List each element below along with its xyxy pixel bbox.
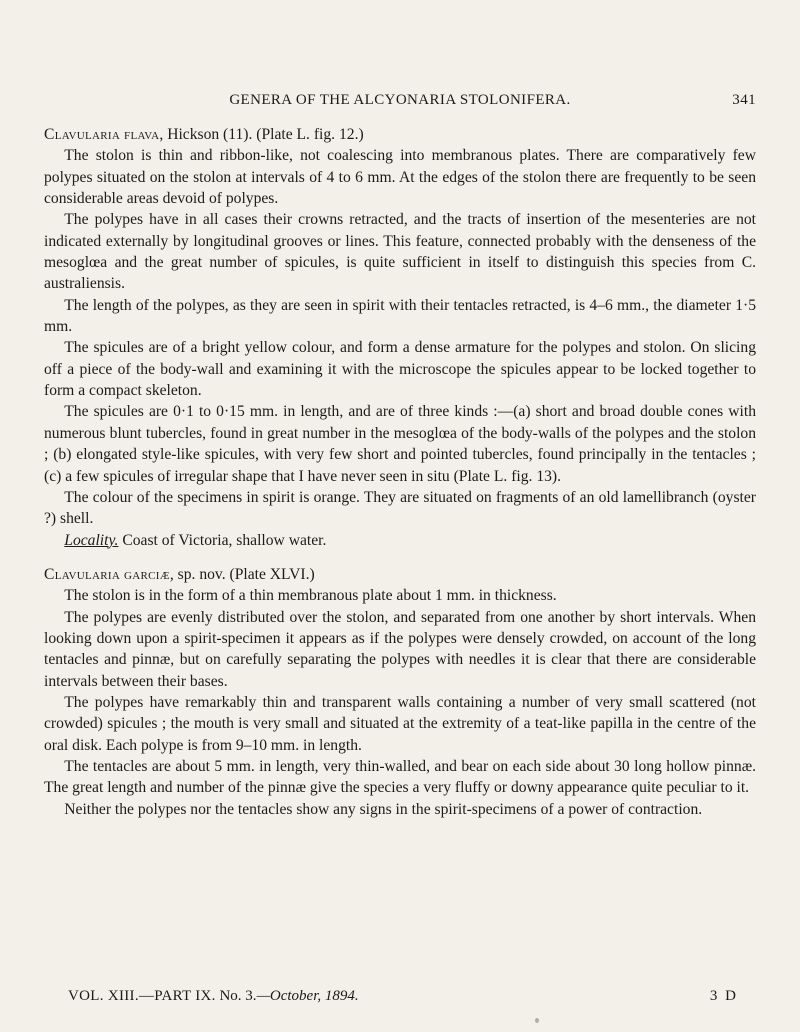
page-body [44, 124, 756, 820]
section-gap [44, 551, 756, 564]
page-footer [44, 988, 756, 1008]
species-authority: , sp. nov. [169, 565, 226, 583]
plate-reference: (Plate L. fig. 12.) [256, 126, 364, 143]
paragraph: Neither the polypes nor the tentacles show any signs in the spirit-specimens of a power of contraction. [64, 800, 703, 818]
volume-label: VOL. XIII.—PART IX. [68, 988, 216, 1004]
issue-date: —October, 1894. [256, 988, 359, 1004]
running-title: GENERA OF THE ALCYONARIA STOLONIFERA. [229, 92, 571, 108]
genus-name: Clavularia [44, 565, 121, 583]
paragraph: The tentacles are about 5 mm. in length, very thin-walled, and bear on each side about 30 long hollow pinnæ. The great length and number of the pinnæ give the species a very fluffy or downy appearance quite peculiar to it. [44, 757, 756, 797]
paragraph: The length of the polypes, as they are seen in spirit with their tentacles retracted, is 4–6 mm., the diameter 1·5 mm. [44, 296, 756, 336]
paragraph: The polypes have remarkably thin and transparent walls containing a number of very small scattered (not crowded) spicules ; the mouth is very small and situated at the extremity of a teat-like papilla in the centre of the oral disk. Each polype is from 9–10 mm. in length. [44, 693, 756, 754]
plate-reference: (Plate XLVI.) [229, 565, 315, 583]
issue-number: No. 3. [219, 988, 257, 1004]
paragraph: The spicules are of a bright yellow colour, and form a dense armature for the polypes and stolon. On slicing off a piece of the body-wall and examining it with the microscope the spicules appear to be locked together to form a compact skeleton. [44, 339, 756, 400]
paper-speck [535, 1018, 539, 1023]
signature-mark: 3 D [709, 988, 738, 1004]
paragraph: The colour of the specimens in spirit is orange. They are situated on fragments of an old lamellibranch (oyster ?) shell. [44, 488, 756, 528]
species-authority: , Hickson (11). [159, 126, 253, 143]
page-header [44, 92, 756, 114]
paragraph: The polypes have in all cases their crowns retracted, and the tracts of insertion of the mesenteries are not indicated externally by longitudinal grooves or lines. This feature, connected probably with the denseness of the mesoglœa and the great number of spicules, is quite sufficient in itself to distinguish this species from C. australiensis. [44, 211, 756, 293]
page-number: 341 [732, 92, 756, 108]
footer-citation [68, 988, 359, 1005]
paragraph: The stolon is thin and ribbon-like, not coalescing into membranous plates. There are comparatively few polypes situated on the stolon at intervals of 4 to 6 mm. At the edges of the stolon there are frequently to be seen considerable areas devoid of polypes. [44, 147, 756, 208]
species-name: flava [124, 126, 160, 143]
species-heading-clavularia-flava [44, 124, 756, 145]
species-name: garciæ [124, 565, 170, 583]
paragraph: The polypes are evenly distributed over the stolon, and separated from one another by short intervals. When looking down upon a spirit-specimen it appears as if the polypes were densely crowded, on account of the long tentacles and pinnæ, but on carefully separating the polypes with needles it is clear that there are considerable intervals between their bases. [44, 608, 756, 690]
paragraph: The spicules are 0·1 to 0·15 mm. in length, and are of three kinds :—(a) short and broad double cones with numerous blunt tubercles, found in great number in the mesoglœa of the body-walls of the polypes and the stolon ; (b) elongated style-like spicules, with very few short and pointed tubercles, found principally in the tentacles ; (c) a few spicules of irregular shape that I have never seen in situ (Plate L. fig. 13). [44, 403, 756, 485]
locality-paragraph [44, 530, 756, 551]
paragraph: The stolon is in the form of a thin membranous plate about 1 mm. in thickness. [64, 587, 557, 605]
species-heading-clavularia-garciae [44, 564, 756, 585]
locality-label: Locality. [64, 531, 119, 549]
genus-name: Clavularia [44, 126, 121, 143]
locality-text: Coast of Victoria, shallow water. [118, 531, 327, 549]
